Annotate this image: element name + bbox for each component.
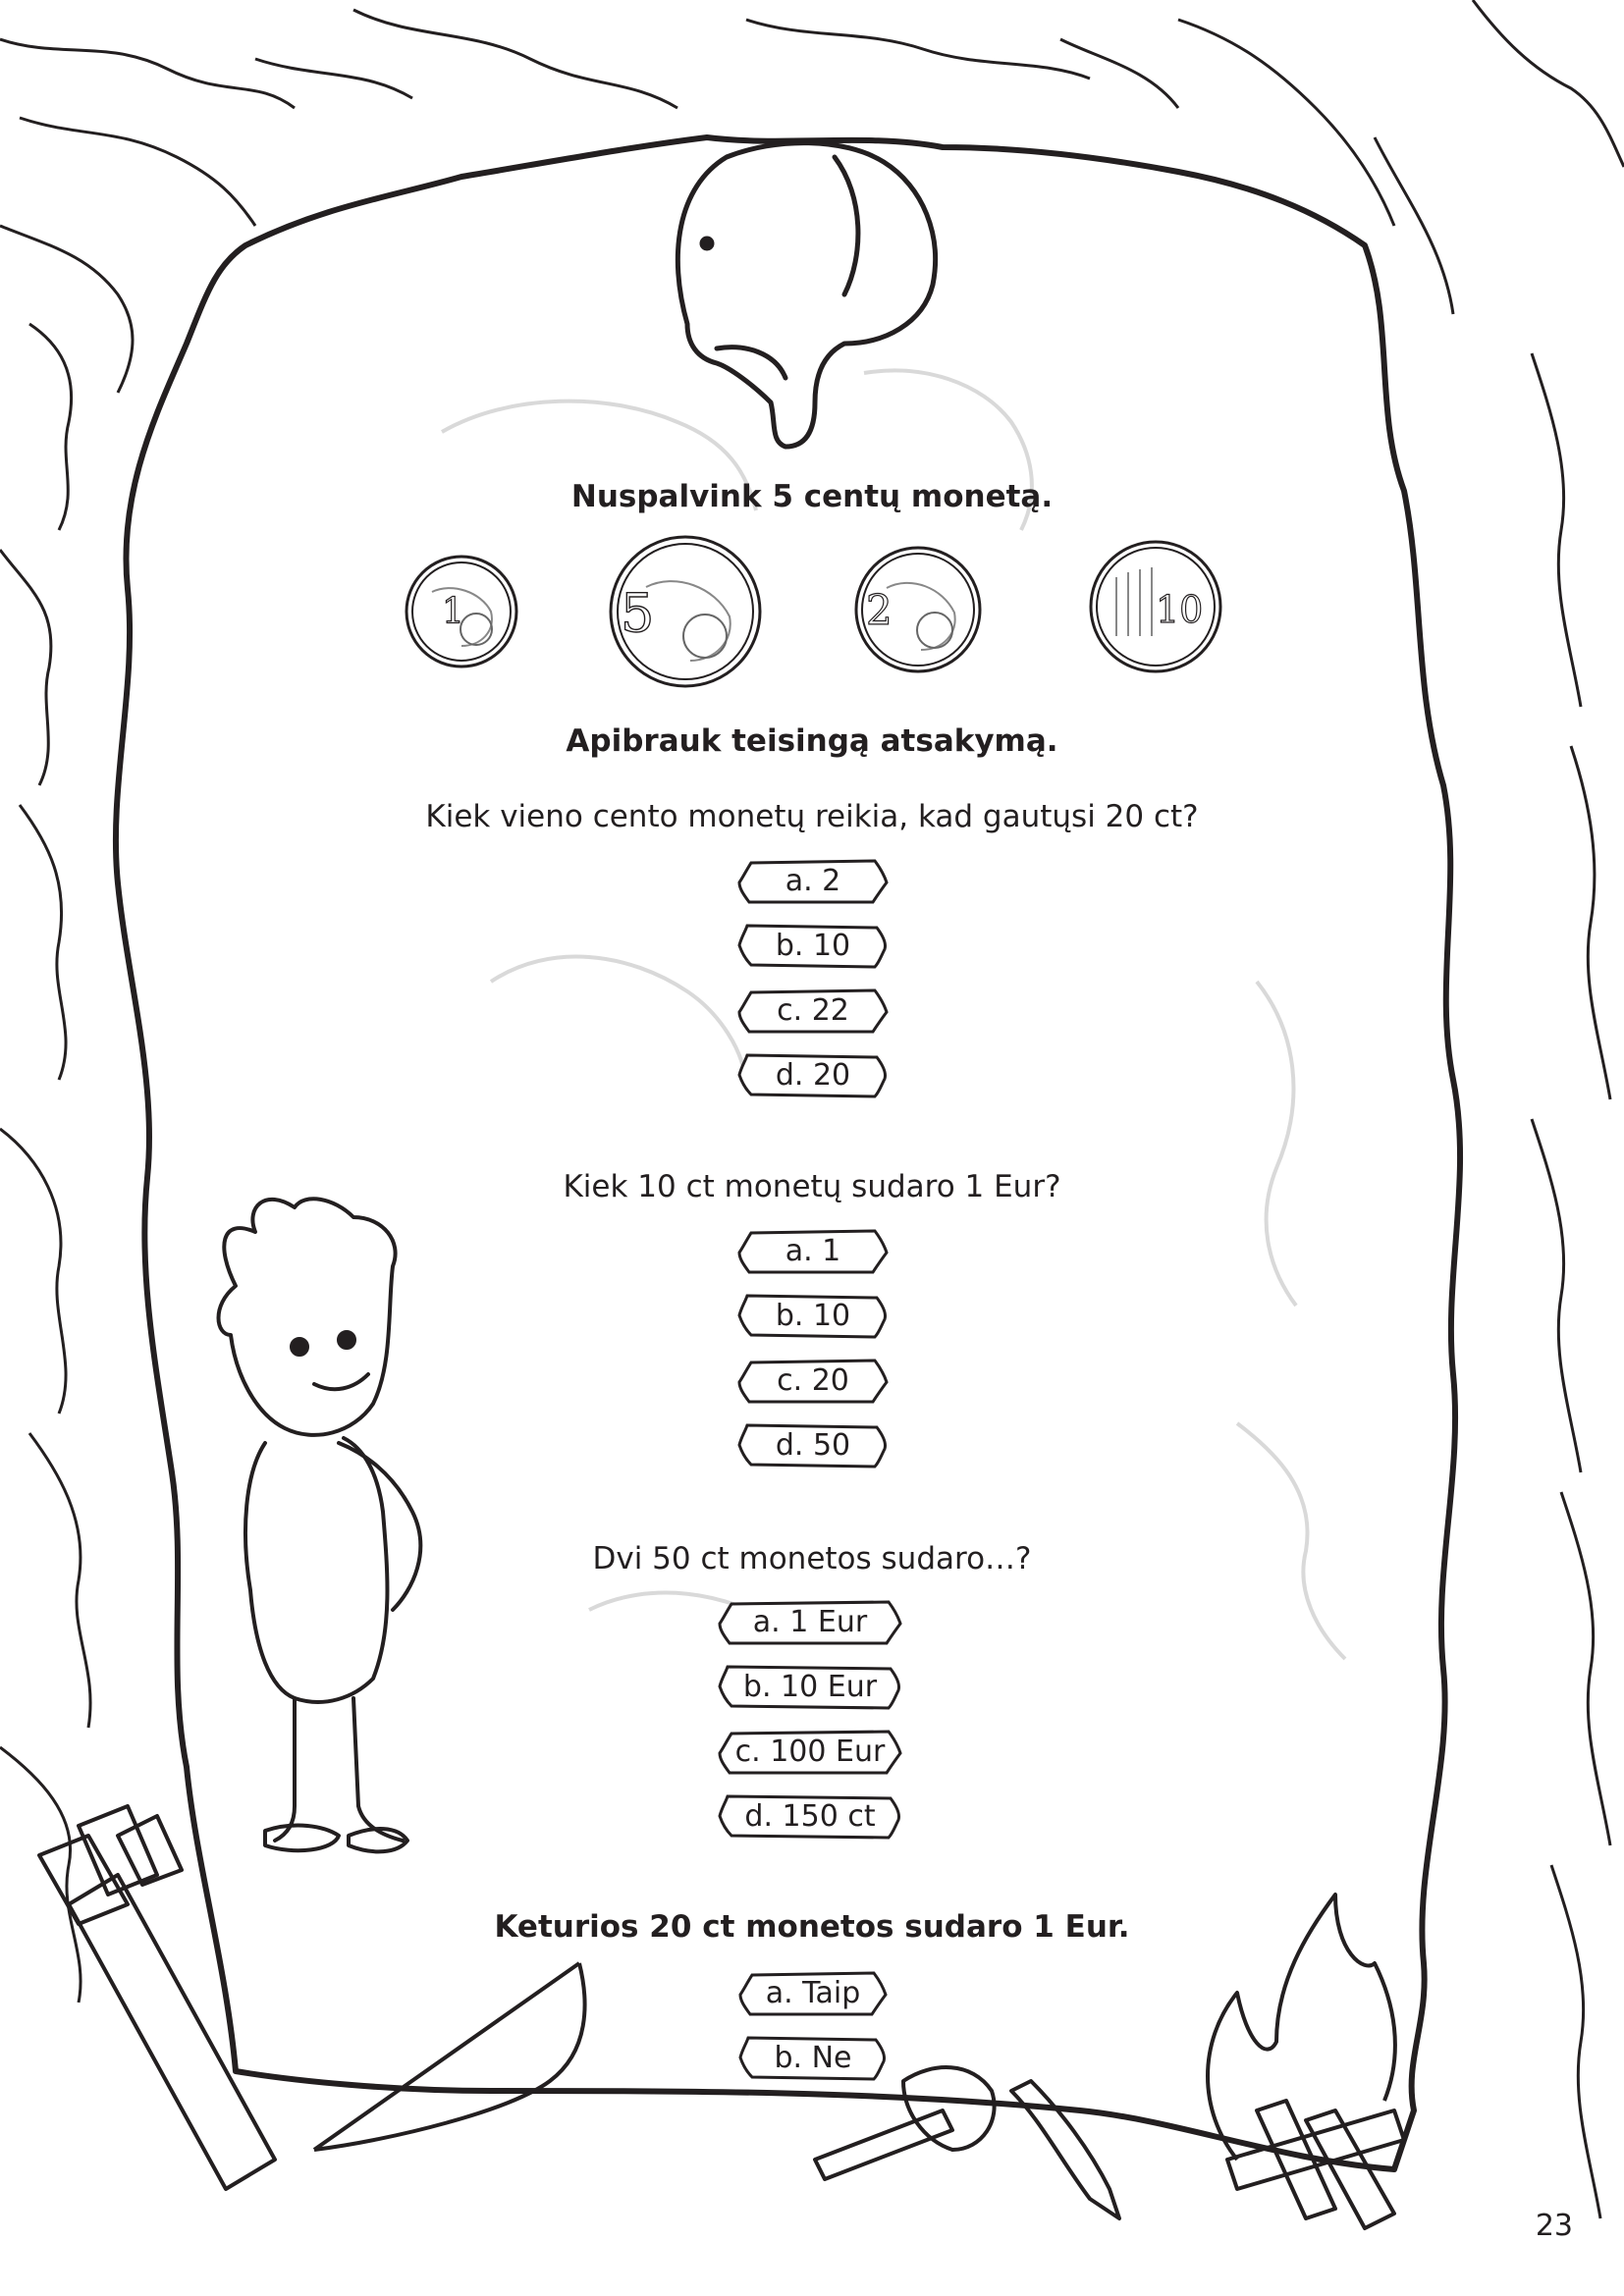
coin-1-cent[interactable] bbox=[403, 553, 520, 674]
question-2-option-a[interactable] bbox=[737, 1227, 889, 1276]
task1-title: Nuspalvink 5 centų monetą. bbox=[570, 479, 1054, 514]
option-label: a. 2 bbox=[785, 864, 841, 898]
statement-option-a[interactable] bbox=[738, 1969, 888, 2018]
option-label: b. 10 bbox=[775, 929, 851, 963]
question-2-text: Kiek 10 ct monetų sudaro 1 Eur? bbox=[563, 1169, 1061, 1204]
question-3-option-d[interactable] bbox=[718, 1792, 902, 1842]
question-2-option-b[interactable] bbox=[737, 1292, 889, 1341]
option-label: d. 50 bbox=[775, 1428, 851, 1463]
bow-illustration bbox=[314, 1963, 585, 2150]
coin-value: 1 bbox=[442, 592, 464, 632]
question-1-text: Kiek vieno cento monetų reikia, kad gautųsi 20 ct? bbox=[425, 799, 1199, 834]
option-label: c. 20 bbox=[777, 1363, 849, 1398]
question-1-option-b[interactable] bbox=[737, 922, 889, 971]
statement-option-b[interactable] bbox=[738, 2034, 888, 2083]
option-label: d. 150 ct bbox=[744, 1799, 876, 1834]
option-label: d. 20 bbox=[775, 1058, 851, 1093]
cave-boy-illustration bbox=[219, 1199, 421, 1851]
coin-5-cent[interactable] bbox=[607, 533, 764, 694]
question-2-option-d[interactable] bbox=[737, 1421, 889, 1470]
statement-text: Keturios 20 ct monetos sudaro 1 Eur. bbox=[494, 1909, 1130, 1945]
question-1-option-a[interactable] bbox=[737, 857, 889, 906]
cave-opening-outline bbox=[116, 137, 1460, 2169]
question-1-option-d[interactable] bbox=[737, 1051, 889, 1100]
coin-10-cent[interactable] bbox=[1087, 538, 1224, 679]
coin-2-cent[interactable] bbox=[852, 544, 984, 679]
option-label: a. 1 Eur bbox=[752, 1605, 868, 1639]
coin-value: 2 bbox=[866, 586, 893, 634]
quiver-illustration bbox=[39, 1806, 275, 2189]
page-number: 23 bbox=[1535, 2209, 1573, 2243]
option-label: b. 10 bbox=[775, 1299, 851, 1333]
elephant-illustration bbox=[677, 143, 935, 447]
option-label: b. 10 Eur bbox=[742, 1670, 878, 1704]
option-label: a. Taip bbox=[765, 1976, 861, 2010]
question-3-option-a[interactable] bbox=[718, 1598, 902, 1647]
tools-illustration bbox=[815, 2067, 1119, 2218]
task2-title: Apibrauk teisingą atsakymą. bbox=[566, 723, 1058, 759]
option-label: c. 100 Eur bbox=[734, 1735, 886, 1769]
question-3-text: Dvi 50 ct monetos sudaro…? bbox=[592, 1541, 1032, 1576]
coin-value: 5 bbox=[621, 582, 655, 644]
question-2-option-c[interactable] bbox=[737, 1357, 889, 1406]
option-label: b. Ne bbox=[774, 2041, 852, 2075]
question-1-option-c[interactable] bbox=[737, 987, 889, 1036]
question-3-option-b[interactable] bbox=[718, 1663, 902, 1712]
question-3-option-c[interactable] bbox=[718, 1728, 902, 1777]
option-label: c. 22 bbox=[777, 993, 849, 1028]
coin-value: 10 bbox=[1156, 588, 1204, 631]
option-label: a. 1 bbox=[785, 1234, 841, 1268]
